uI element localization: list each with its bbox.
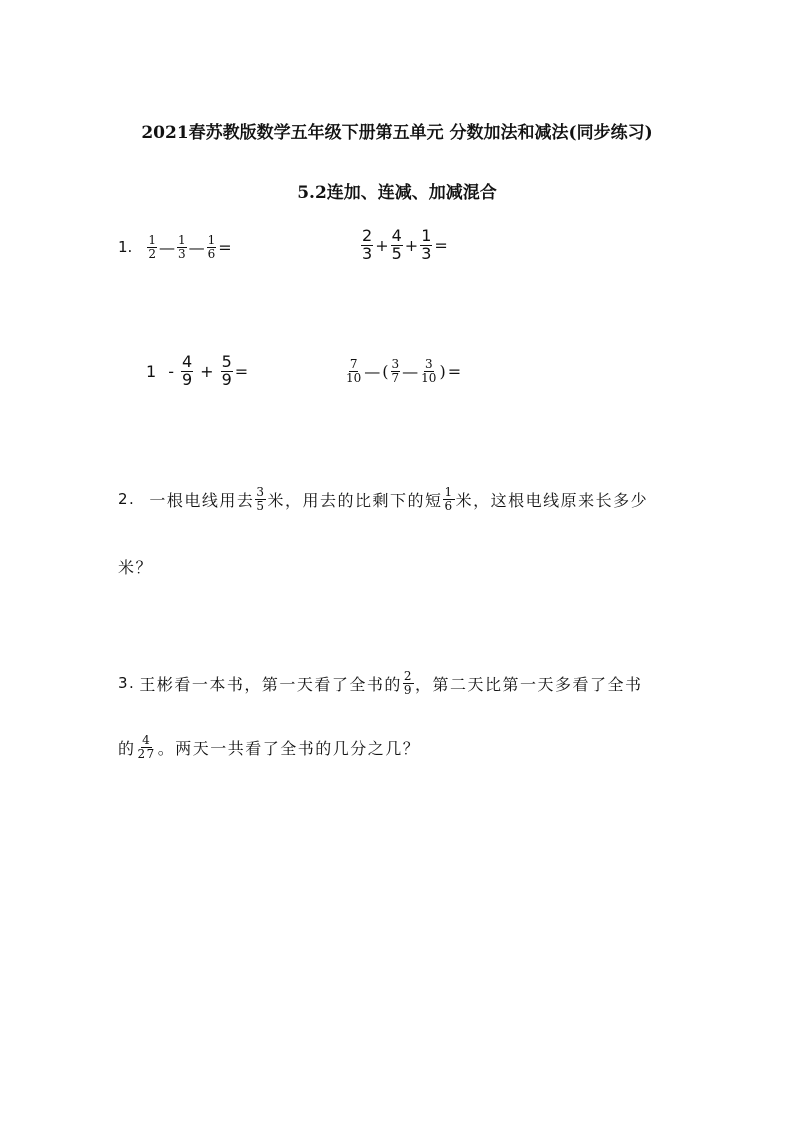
fraction: $\frac{4}{9}$ [181,352,193,389]
question-number: 2. [118,490,136,509]
question-text: 一根电线用去 [149,490,255,510]
equals-sign: = [434,235,448,255]
operator: - [168,361,174,381]
equals-sign: = [447,361,462,381]
fraction: $\frac{3}{10}$ [421,357,437,385]
close-paren: ) [439,361,446,381]
fraction: $\frac{2}{3}$ [362,226,373,263]
question-number: 1. [118,238,133,257]
fraction: $\frac{1}{3}$ [421,226,432,263]
page-title: 2021春苏教版数学五年级下册第五单元 分数加法和减法(同步练习) [141,123,653,143]
q1-expression-1 [118,234,233,260]
q2-line-1 [118,486,648,512]
q1-expression-4 [344,358,462,384]
operator: + [375,235,389,255]
fraction: $\frac{7}{10}$ [346,357,362,385]
question-text: 米，用去的比剩下的短 [267,490,443,510]
q1-expression-2 [360,228,449,263]
question-text: 的 [118,738,136,758]
q2-line-2: 米？ [118,558,154,577]
question-text: ，第二天比第一天多看了全书 [414,674,643,694]
fraction: $\frac{2}{9}$ [403,669,413,697]
fraction: $\frac{5}{9}$ [221,352,232,389]
operator: + [404,235,419,255]
fraction: $\frac{1}{6}$ [207,233,216,261]
question-text: 王彬看一本书，第一天看了全书的 [139,674,402,694]
operator: — [158,237,175,257]
operator: — [402,361,419,381]
leading-number: 1 [146,361,157,381]
open-paren: ( [382,361,389,381]
operator: — [188,237,205,257]
fraction: $\frac{1}{3}$ [177,233,186,261]
section-subtitle: 5.2连加、连减、加减混合 [297,183,497,203]
fraction: $\frac{4}{5}$ [391,226,402,263]
fraction: $\frac{1}{2}$ [148,233,156,261]
fraction: $\frac{4}{27}$ [137,733,156,761]
fraction: $\frac{3}{7}$ [391,357,400,385]
fraction: $\frac{1}{6}$ [444,485,454,513]
equals-sign: = [218,237,232,257]
equals-sign: = [234,361,249,381]
operator: — [364,361,381,381]
q3-line-2 [118,734,420,760]
fraction: $\frac{3}{5}$ [256,485,266,513]
question-text: 米，这根电线原来长多少 [455,490,649,510]
q3-line-1 [118,670,642,696]
q1-expression-3 [146,354,249,389]
operator: + [200,361,214,381]
question-number: 3. [118,674,136,693]
question-text: 。两天一共看了全书的几分之几？ [157,738,421,758]
